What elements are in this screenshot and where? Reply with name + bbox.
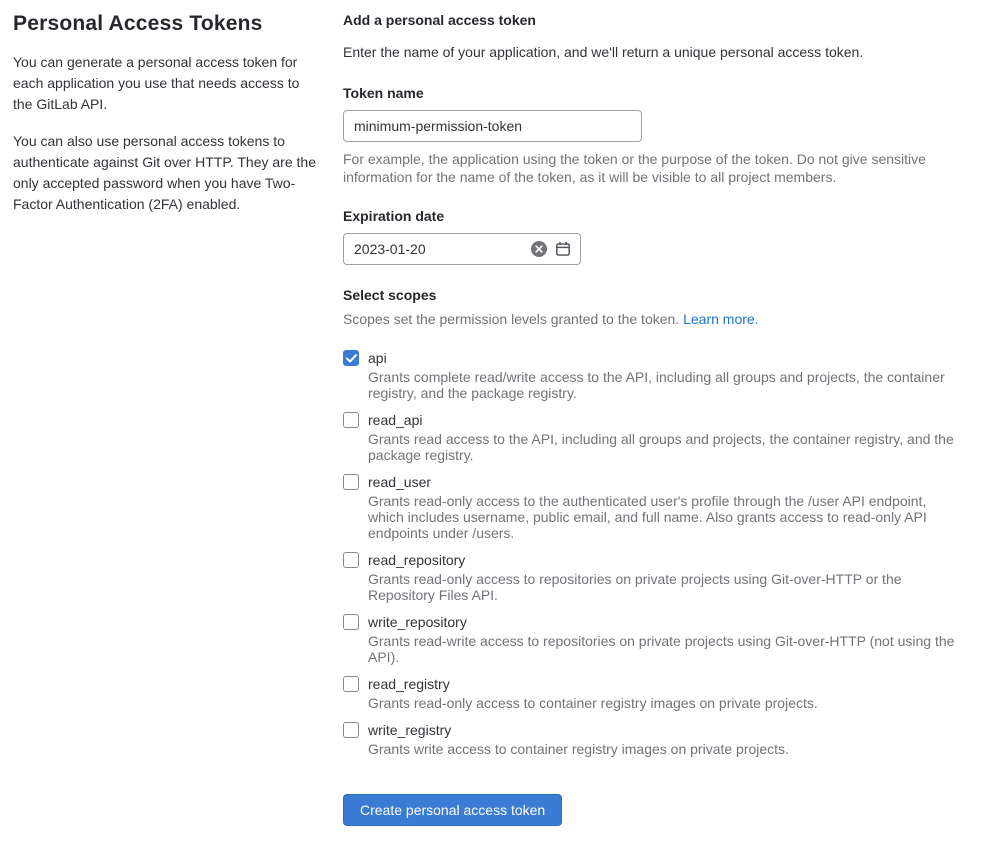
select-scopes-label: Select scopes (343, 287, 437, 303)
calendar-picker-button[interactable] (554, 240, 572, 258)
scope-label-read-user: read_user (368, 474, 432, 490)
scope-checkbox-read-repository[interactable] (343, 552, 359, 568)
scope-description-read-user: Grants read-only access to the authenticated user's profile through the /user API endpoint, which includes username, public email, and full name. Also grants access to read-only API endpoints under /users. (368, 493, 927, 541)
expiration-date-field (343, 233, 581, 265)
scope-label-read-repository: read_repository (368, 552, 466, 568)
calendar-icon (555, 241, 571, 257)
scope-label-read-registry: read_registry (368, 676, 450, 692)
form-intro: Enter the name of your application, and we'll return a unique personal access token. (343, 44, 864, 60)
create-token-button[interactable]: Create personal access token (343, 794, 562, 826)
scope-checkbox-write-registry[interactable] (343, 722, 359, 738)
token-name-input[interactable] (343, 110, 642, 142)
scope-description-read-registry: Grants read-only access to container registry images on private projects. (368, 695, 818, 711)
scope-label-write-repository: write_repository (368, 614, 467, 630)
scope-description-api: Grants complete read/write access to the API, including all groups and projects, the container registry, and the package registry. (368, 369, 945, 401)
sidebar-paragraph-1: You can generate a personal access token for each application you use that needs access to the GitLab API. (13, 54, 300, 112)
scope-row-api (343, 350, 962, 401)
page-title: Personal Access Tokens (13, 12, 263, 35)
scopes-hint-text: Scopes set the permission levels granted to the token. (343, 311, 680, 327)
scope-label-api: api (368, 350, 387, 366)
scope-row-read-repository (343, 552, 962, 603)
scope-row-write-registry (343, 722, 962, 757)
scope-checkbox-read-api[interactable] (343, 412, 359, 428)
scope-row-read-user (343, 474, 962, 541)
form-heading: Add a personal access token (343, 12, 536, 28)
scopes-hint (343, 309, 962, 329)
sidebar-paragraph-2: You can also use personal access tokens to authenticate against Git over HTTP. They are the only accepted password when you have Two-Factor Authentication (2FA) enabled. (13, 133, 316, 212)
scope-row-read-registry (343, 676, 962, 711)
token-name-label: Token name (343, 85, 424, 101)
scope-description-write-repository: Grants read-write access to repositories on private projects using Git-over-HTTP (not using the API). (368, 633, 955, 665)
token-name-help: For example, the application using the token or the purpose of the token. Do not give sensitive information for the name of the token, as it will be visible to all project members. (343, 151, 926, 185)
scope-label-read-api: read_api (368, 412, 423, 428)
scope-checkbox-api[interactable] (343, 350, 359, 366)
settings-section-description (13, 10, 318, 826)
scopes-list (343, 350, 962, 757)
scope-row-write-repository (343, 614, 962, 665)
add-token-form (343, 10, 962, 826)
scope-description-read-repository: Grants read-only access to repositories on private projects using Git-over-HTTP or the Repository Files API. (368, 571, 902, 603)
scope-description-write-registry: Grants write access to container registry images on private projects. (368, 741, 789, 757)
scope-checkbox-read-user[interactable] (343, 474, 359, 490)
clear-circle-x-icon (531, 241, 547, 257)
scope-row-read-api (343, 412, 962, 463)
scope-description-read-api: Grants read access to the API, including all groups and projects, the container registry, and the package registry. (368, 431, 954, 463)
expiration-date-label: Expiration date (343, 208, 445, 224)
scope-checkbox-read-registry[interactable] (343, 676, 359, 692)
clear-date-button[interactable] (530, 240, 548, 258)
scope-checkbox-write-repository[interactable] (343, 614, 359, 630)
learn-more-link[interactable]: Learn more. (683, 311, 759, 327)
scope-label-write-registry: write_registry (368, 722, 452, 738)
select-scopes-section (343, 287, 962, 757)
expiration-date-field-group (343, 208, 962, 265)
token-name-field-group (343, 85, 962, 186)
